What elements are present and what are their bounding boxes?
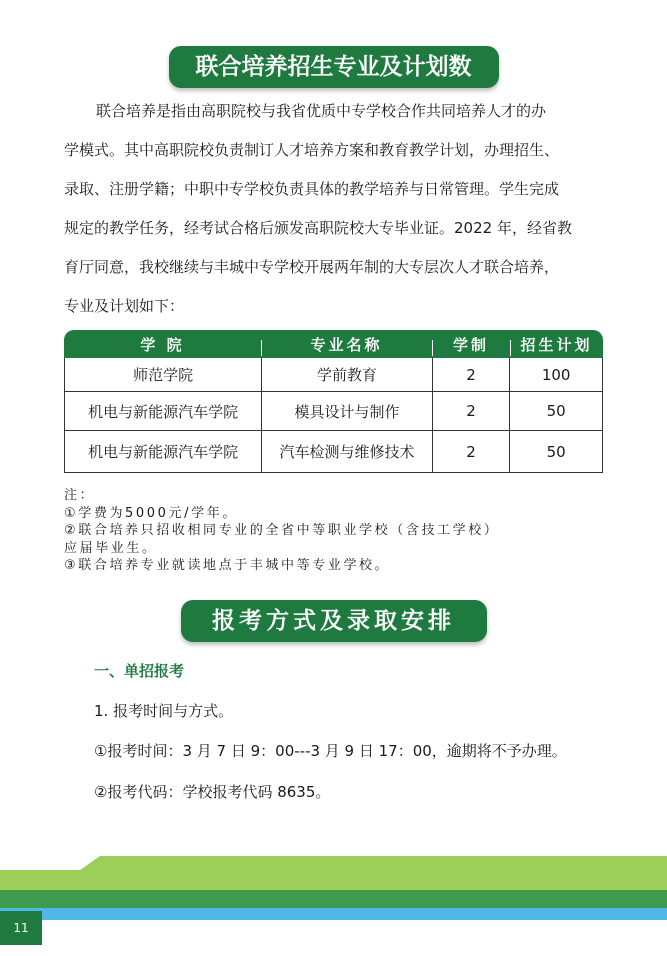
- cell-college: 机电与新能源汽车学院: [88, 402, 239, 421]
- cell-duration: 2: [432, 392, 510, 430]
- notes-line: ③联合培养专业就读地点于丰城中等专业学校。: [64, 558, 391, 573]
- item-time: ①报考时间：3 月 7 日 9：00---3 月 9 日 17：00，逾期将不予办理。: [94, 742, 567, 760]
- section-title-joint-training: 联合培养招生专业及计划数: [169, 46, 499, 88]
- footer-decoration: [0, 850, 667, 956]
- table-row: [65, 430, 602, 472]
- table-header: [64, 330, 603, 358]
- footer-white-band: [0, 920, 667, 956]
- notes-line: 注：: [64, 488, 96, 503]
- intro-line: 联合培养是指由高职院校与我省优质中专学校合作共同培养人才的办: [96, 102, 547, 120]
- cell-plan: 50: [509, 392, 602, 430]
- item-code: ②报考代码：学校报考代码 8635。: [94, 783, 331, 801]
- notes-line: 应届毕业生。: [64, 540, 158, 556]
- intro-paragraph: [64, 92, 612, 326]
- table-row: [65, 391, 602, 430]
- cell-major: 模具设计与制作: [261, 392, 431, 430]
- item-title: 1. 报考时间与方式。: [94, 702, 234, 720]
- header-college: 学 院: [140, 335, 185, 354]
- header-duration: 学制: [432, 334, 510, 355]
- intro-line: 育厅同意，我校继续与丰城中专学校开展两年制的大专层次人才联合培养，: [64, 258, 560, 276]
- footer-light-green-stripe: [0, 856, 667, 890]
- intro-line: 录取、注册学籍；中职中专学校负责具体的教学培养与日常管理。学生完成: [64, 180, 560, 198]
- page-number: 11: [0, 911, 42, 945]
- cell-major: 汽车检测与维修技术: [261, 431, 431, 472]
- cell-duration: 2: [432, 431, 510, 472]
- cell-college: 师范学院: [133, 366, 194, 384]
- table-body: [64, 358, 603, 473]
- notes-line: ②联合培养只招收相同专业的全省中等职业学校（含技工学校）: [64, 523, 500, 538]
- intro-line: 规定的教学任务，经考试合格后颁发高职院校大专毕业证。2022 年，经省教: [64, 219, 572, 237]
- enrollment-plan-table: [64, 330, 603, 473]
- cell-major: 学前教育: [261, 358, 431, 391]
- sub-heading-single-recruit: 一、单招报考: [94, 662, 185, 680]
- cell-college: 机电与新能源汽车学院: [88, 443, 239, 461]
- intro-line: 专业及计划如下：: [64, 297, 185, 315]
- footer-blue-stripe: [0, 908, 667, 920]
- notes-block: [64, 487, 609, 575]
- cell-plan: 50: [509, 431, 602, 472]
- notes-line: ①学费为5000元/学年。: [64, 505, 238, 521]
- cell-plan: 100: [509, 358, 602, 391]
- table-row: [65, 358, 602, 391]
- footer-mid-green-stripe: [0, 890, 667, 908]
- cell-duration: 2: [432, 358, 510, 391]
- header-plan: 招生计划: [510, 334, 603, 355]
- intro-line: 学模式。其中高职院校负责制订人才培养方案和教育教学计划，办理招生、: [64, 141, 560, 159]
- header-major: 专业名称: [261, 334, 432, 355]
- section-title-application: 报考方式及录取安排: [181, 600, 487, 642]
